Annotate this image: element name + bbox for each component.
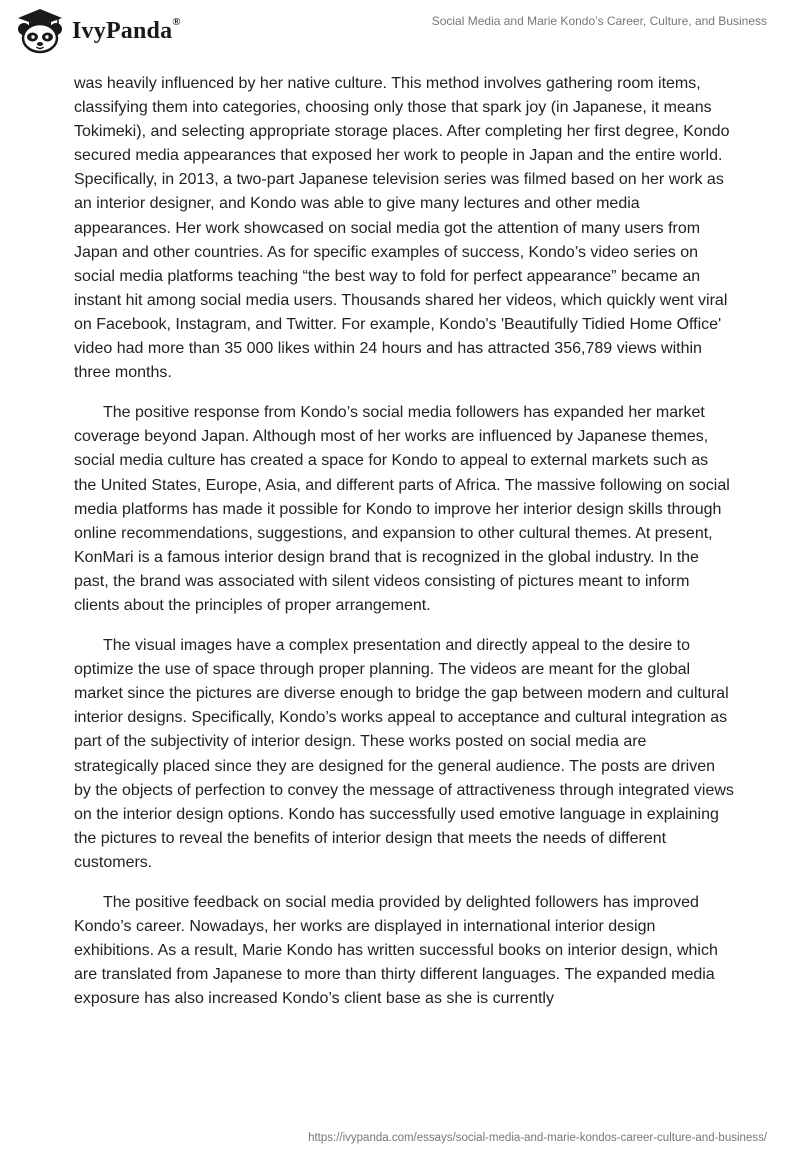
document-title: Social Media and Marie Kondo’s Career, Culture, and Business: [431, 14, 767, 28]
brand-name: IvyPanda®: [72, 15, 181, 44]
paragraph: The positive response from Kondo’s social media followers has expanded her market coverage beyond Japan. Although most of her works are influenced by Japanese themes, social media culture has created a space for Kondo to appeal to external markets such as the United States, Europe, Asia, and different parts of Africa. The massive following on social media platforms has made it possible for Kondo to improve her interior design skills through online recommendations, suggestions, and expansion to other cultural themes. At present, KonMari is a famous interior design brand that is recognized in the global industry. In the past, the brand was associated with silent videos consisting of pictures meant to inform clients about the principles of proper arrangement.: [74, 404, 730, 614]
paragraph: The positive feedback on social media provided by delighted followers has improved Kondo’s career. Nowadays, her works are displayed in international interior design exhibitions. As a result, Marie Kondo has written successful books on interior design, which are translated from Japanese to more than thirty different languages. The expanded media exposure has also increased Kondo’s client base as she is currently: [74, 894, 718, 1008]
essay-body: [74, 72, 734, 1027]
paragraph: was heavily influenced by her native culture. This method involves gathering room items, classifying them into categories, choosing only those that spark joy (in Japanese, it means Tokimeki), and selecting appropriate storage places. After completing her first degree, Kondo secured media appearances that exposed her work to people in Japan and the entire world. Specifically, in 2013, a two-part Japanese television series was filmed based on her work as an interior designer, and Kondo was able to give many lectures and other media appearances. Her work showcased on social media got the attention of many users from Japan and other countries. As for specific examples of success, Kondo’s video series on social media platforms teaching “the best way to fold for perfect appearance” became an instant hit among social media users. Thousands shared her videos, which quickly went viral on Facebook, Instagram, and Twitter. For example, Kondo's 'Beautifully Tidied Home Office' video had more than 35 000 likes within 24 hours and has attracted 356,789 views within three months.: [74, 75, 730, 382]
panda-graduate-icon: [14, 7, 66, 55]
source-url[interactable]: https://ivypanda.com/essays/social-media-and-marie-kondos-career-culture-and-business/: [308, 1132, 767, 1144]
paragraph: The visual images have a complex presentation and directly appeal to the desire to optimize the use of space through proper planning. The videos are meant for the global market since the pictures are diverse enough to bridge the gap between modern and cultural interior designs. Specifically, Kondo’s works appeal to acceptance and cultural integration as part of the subjectivity of interior design. These works posted on social media are strategically placed since they are designed for the general audience. The posts are driven by the objects of perfection to convey the message of attractiveness through integrated views on the interior design options. Kondo has successfully used emotive language in explaining the pictures to reveal the benefits of interior design that meets the needs of different customers.: [74, 637, 734, 871]
ivypanda-logo[interactable]: [14, 7, 181, 55]
page-header: [0, 0, 800, 60]
